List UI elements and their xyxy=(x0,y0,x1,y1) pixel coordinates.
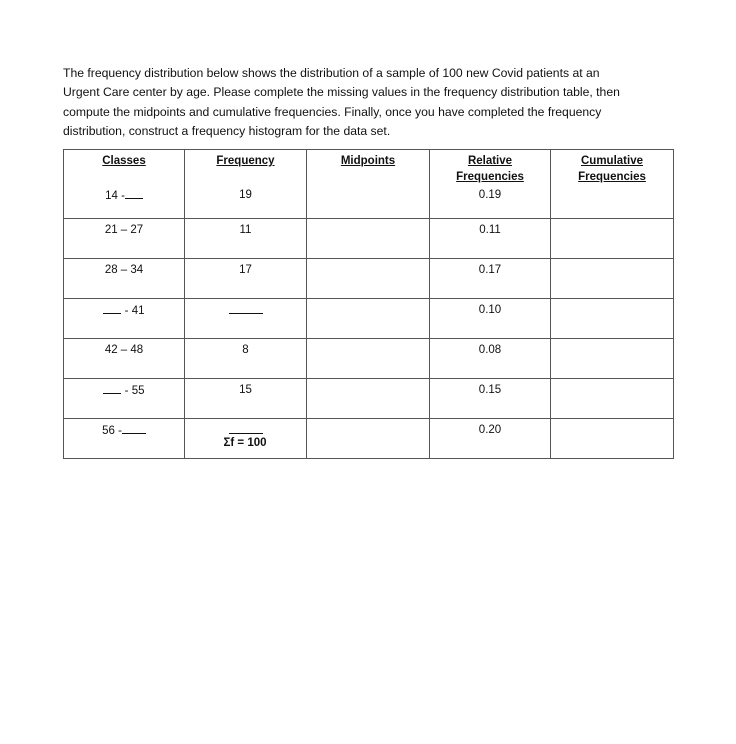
instructions-line: Urgent Care center by age. Please complete the missing values in the frequency distribution table, then xyxy=(63,85,620,100)
class-cell[interactable]: - 55 xyxy=(64,379,185,419)
table-row xyxy=(64,219,674,259)
frequency-distribution-table xyxy=(63,149,674,459)
frequency-cell[interactable]: 19 xyxy=(185,188,307,219)
frequency-cell: 11 xyxy=(185,219,307,259)
midpoint-cell[interactable] xyxy=(307,219,430,259)
header-relative-frequencies: Relative Frequencies xyxy=(430,150,551,189)
instructions-line: compute the midpoints and cumulative frequencies. Finally, once you have completed the frequency xyxy=(63,104,602,119)
class-cell: 42 – 48 xyxy=(64,339,185,379)
blank-class-lower[interactable] xyxy=(103,303,121,314)
instructions-line: distribution, construct a frequency histogram for the data set. xyxy=(63,123,391,138)
midpoint-cell[interactable] xyxy=(307,188,430,219)
cumulative-frequency-cell[interactable] xyxy=(551,299,674,339)
class-cell: 28 – 34 xyxy=(64,259,185,299)
frequency-cell[interactable] xyxy=(185,299,307,339)
frequency-sum-label: Σf = 100 xyxy=(223,437,267,449)
midpoint-cell[interactable] xyxy=(307,339,430,379)
header-midpoints: Midpoints xyxy=(307,150,430,189)
instructions-line: The frequency distribution below shows the distribution of a sample of 100 new Covid patients at an xyxy=(63,66,600,80)
cumulative-frequency-cell[interactable] xyxy=(551,259,674,299)
cumulative-frequency-cell[interactable] xyxy=(551,219,674,259)
cumulative-frequency-cell[interactable] xyxy=(551,188,674,219)
blank-frequency[interactable] xyxy=(229,423,263,434)
relative-frequency-cell: 0.10 xyxy=(430,299,551,339)
midpoint-cell[interactable] xyxy=(307,299,430,339)
instructions-paragraph xyxy=(63,64,675,141)
blank-class-upper[interactable] xyxy=(125,188,143,199)
header-classes: Classes xyxy=(64,150,185,189)
frequency-cell: 17 xyxy=(185,259,307,299)
relative-frequency-cell: 0.19 xyxy=(430,188,551,219)
relative-frequency-cell: 0.08 xyxy=(430,339,551,379)
blank-frequency[interactable] xyxy=(229,303,263,314)
relative-frequency-cell: 0.20 xyxy=(430,419,551,459)
cumulative-frequency-cell[interactable] xyxy=(551,339,674,379)
midpoint-cell[interactable] xyxy=(307,379,430,419)
class-cell[interactable]: - 41 xyxy=(64,299,185,339)
relative-frequency-cell: 0.15 xyxy=(430,379,551,419)
relative-frequency-cell: 0.17 xyxy=(430,259,551,299)
class-cell[interactable]: 14 - xyxy=(64,188,185,219)
frequency-cell: 15 xyxy=(185,379,307,419)
table-row xyxy=(64,419,674,459)
blank-class-upper[interactable] xyxy=(122,423,146,434)
table-row xyxy=(64,299,674,339)
relative-frequency-cell: 0.11 xyxy=(430,219,551,259)
frequency-cell: 8 xyxy=(185,339,307,379)
table-row xyxy=(64,259,674,299)
cumulative-frequency-cell[interactable] xyxy=(551,379,674,419)
table-row xyxy=(64,339,674,379)
class-cell[interactable]: 56 - xyxy=(64,419,185,459)
midpoint-cell[interactable] xyxy=(307,419,430,459)
table-row xyxy=(64,379,674,419)
table-row xyxy=(64,188,674,219)
blank-class-lower[interactable] xyxy=(103,383,121,394)
table-header-row xyxy=(64,150,674,189)
midpoint-cell[interactable] xyxy=(307,259,430,299)
header-frequency: Frequency xyxy=(185,150,307,189)
header-cumulative-frequencies: Cumulative Frequencies xyxy=(551,150,674,189)
class-cell: 21 – 27 xyxy=(64,219,185,259)
cumulative-frequency-cell[interactable] xyxy=(551,419,674,459)
